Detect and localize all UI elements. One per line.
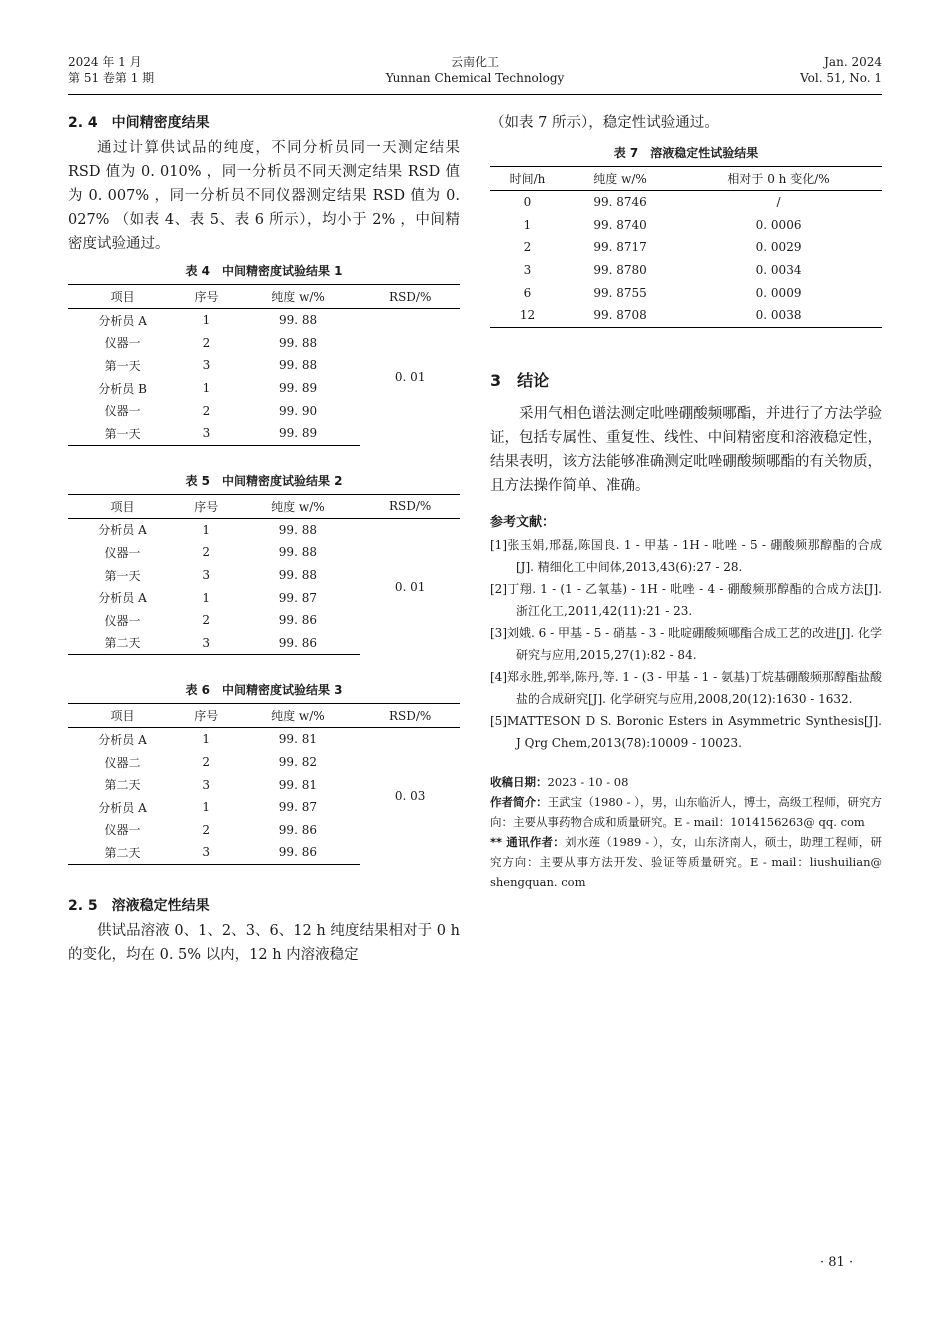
- section-2-4-paragraph: 通过计算供试品的纯度，不同分析员同一天测定结果 RSD 值为 0. 010% ，同一分析员不同天测定结果 RSD 值为 0. 007% ，同一分析员不同仪器测定结果 RSD 值为 0. 027% （如表 4、表 5、表 6 所示），均小于 2% ，中间精密度试验通过。: [68, 140, 460, 252]
- table-cell: 第二天: [68, 632, 177, 655]
- journal-title-cn: 云南化工: [450, 55, 499, 69]
- table-row: [68, 728, 460, 751]
- left-column: [68, 110, 460, 967]
- table-cell: 99. 81: [278, 777, 317, 792]
- table-cell: 分析员 A: [98, 732, 147, 747]
- author-label: 作者简介：: [490, 794, 548, 809]
- table-cell: 0. 0034: [755, 263, 802, 278]
- table-cell: 99. 89: [278, 381, 318, 396]
- col-header: 项目: [68, 494, 177, 518]
- reference-item: [3]刘娥. 6 - 甲基 - 5 - 硝基 - 3 - 吡啶硼酸频哪酯合成工艺的改进[J]. 化学研究与应用,2015,27(1):82 - 84.: [490, 625, 882, 662]
- table-cell: 99. 88: [278, 335, 318, 350]
- table-cell: 1: [523, 217, 532, 232]
- table-row: [490, 259, 882, 282]
- corr-label: ** 通讯作者：: [490, 834, 566, 849]
- col-header: 纯度 w/%: [236, 285, 361, 309]
- table-cell: 第二天: [68, 841, 177, 864]
- section-2-5-paragraph: 供试品溶液 0、1、2、3、6、12 h 纯度结果相对于 0 h 的变化，均在 0. 5% 以内，12 h 内溶液稳定: [68, 922, 460, 963]
- table-row: [490, 236, 882, 259]
- table-cell: 99. 88: [278, 545, 317, 560]
- table-cell: 99. 87: [278, 590, 317, 605]
- reference-item: [2]丁翔. 1 - (1 - 乙氧基) - 1H - 吡唑 - 4 - 硼酸频那醇酯的合成方法[J]. 浙江化工,2011,42(11):21 - 23.: [490, 581, 882, 618]
- table-cell: 仪器二: [104, 755, 141, 770]
- table-cell: 第一天: [104, 358, 141, 373]
- header-date-en: Jan. 2024: [824, 55, 882, 69]
- author-note: [490, 792, 882, 832]
- col-header: 序号: [177, 285, 235, 309]
- table-cell: 2: [202, 755, 211, 770]
- table-cell: 第一天: [68, 422, 177, 445]
- table-cell: 2: [202, 403, 211, 418]
- table-cell: 第一天: [104, 568, 141, 583]
- table-cell: 1: [202, 732, 211, 747]
- table-row: [490, 214, 882, 237]
- section-2-4-heading: 2. 4 中间精密度结果: [68, 115, 210, 131]
- table-cell: 仪器一: [104, 336, 141, 351]
- table-7: [490, 166, 882, 328]
- table-row: [490, 281, 882, 304]
- col-header: RSD/%: [360, 494, 460, 518]
- table-cell: 分析员 A: [98, 523, 147, 538]
- table-row: [68, 309, 460, 332]
- table-cell: 0. 0009: [755, 285, 802, 300]
- table-cell: 99. 86: [235, 632, 360, 655]
- table-cell: 99. 8780: [593, 263, 647, 278]
- col-header: 序号: [177, 494, 235, 518]
- author-value: 王武宝（1980 - ），男，山东临沂人，博士，高级工程师，研究方向：主要从事药物合成和质量研究。E - mail：1014156263@ qq. com: [490, 794, 882, 829]
- received-date-note: [490, 772, 882, 792]
- received-label: 收稿日期：: [490, 774, 548, 789]
- table-row: [68, 518, 460, 541]
- reference-item: [4]郑永胜,郭举,陈丹,等. 1 - (3 - 甲基 - 1 - 氨基)丁烷基硼酸频那醇酯盐酸盐的合成研究[J]. 化学研究与应用,2008,20(12):1630 - 1632.: [490, 669, 882, 706]
- table-5: [68, 494, 460, 656]
- reference-item: [5]MATTESON D S. Boronic Esters in Asymmetric Synthesis[J]. J Qrg Chem,2013(78):10009 - 10023.: [490, 713, 882, 750]
- page-header: [68, 54, 882, 95]
- table-cell: 99. 8755: [593, 285, 647, 300]
- col-header: 纯度 w/%: [565, 167, 675, 191]
- header-volume: 第 51 卷第 1 期: [68, 71, 155, 85]
- table-cell: 仪器一: [104, 404, 141, 419]
- rsd-cell: 0. 03: [394, 789, 426, 804]
- table-cell: 3: [202, 568, 211, 583]
- table-cell: 2: [202, 822, 211, 837]
- table-cell: 0. 0038: [675, 304, 882, 327]
- corresponding-author-note: [490, 832, 882, 892]
- references-list: [490, 534, 882, 754]
- table-cell: 3: [202, 777, 211, 792]
- table-row: [490, 304, 882, 327]
- table-cell: 分析员 A: [98, 313, 147, 328]
- header-volume-en: Vol. 51, No. 1: [800, 71, 882, 85]
- section-2-5-continuation: （如表 7 所示），稳定性试验通过。: [490, 115, 719, 131]
- table-cell: 仪器一: [104, 823, 141, 838]
- table-cell: 99. 8740: [593, 217, 647, 232]
- table-cell: 1: [202, 313, 211, 328]
- table-cell: 99. 81: [278, 732, 317, 747]
- table-cell: 1: [202, 381, 211, 396]
- table-cell: 0. 0029: [755, 240, 802, 255]
- table-7-caption: 表 7 溶液稳定性试验结果: [613, 146, 759, 160]
- table-cell: 3: [177, 841, 235, 864]
- table-cell: 分析员 B: [98, 381, 147, 396]
- rsd-cell: 0. 01: [394, 370, 426, 385]
- col-header: RSD/%: [360, 285, 460, 309]
- right-column: [490, 110, 882, 892]
- table-cell: 99. 88: [278, 313, 318, 328]
- col-header: 纯度 w/%: [235, 704, 360, 728]
- table-5-caption: 表 5 中间精密度试验结果 2: [185, 473, 343, 488]
- table-cell: 99. 88: [278, 568, 317, 583]
- table-4-caption: 表 4 中间精密度试验结果 1: [185, 264, 343, 278]
- table-cell: 99. 88: [278, 522, 317, 537]
- section-2-5-heading: 2. 5 溶液稳定性结果: [68, 897, 210, 914]
- table-cell: 仪器一: [104, 545, 141, 560]
- table-cell: 99. 88: [278, 358, 318, 373]
- section-3-paragraph: 采用气相色谱法测定吡唑硼酸频哪酯，并进行了方法学验证，包括专属性、重复性、线性、中间精密度和溶液稳定性，结果表明，该方法能够准确测定吡唑硼酸频哪酯的有关物质，且方法操作简单、准确。: [490, 405, 882, 494]
- table-cell: 99. 8708: [565, 304, 675, 327]
- table-cell: 2: [202, 613, 211, 628]
- table-cell: 2: [202, 545, 211, 560]
- table-6: [68, 703, 460, 865]
- table-cell: 99. 86: [235, 841, 360, 864]
- received-value: 2023 - 10 - 08: [547, 774, 629, 789]
- section-3-heading: 3 结论: [490, 370, 550, 390]
- table-cell: 3: [177, 632, 235, 655]
- journal-title-en: Yunnan Chemical Technology: [385, 71, 565, 85]
- table-cell: 1: [202, 800, 211, 815]
- table-cell: 99. 8746: [593, 195, 647, 210]
- table-cell: 第二天: [104, 778, 141, 793]
- table-cell: 2: [202, 335, 211, 350]
- table-4: [68, 284, 460, 446]
- col-header: 序号: [177, 704, 235, 728]
- table-cell: 99. 87: [278, 800, 317, 815]
- table-6-caption: 表 6 中间精密度试验结果 3: [185, 683, 343, 698]
- table-cell: 12: [490, 304, 565, 327]
- table-cell: 3: [177, 422, 235, 445]
- rsd-cell: 0. 01: [394, 579, 426, 594]
- article-notes: [490, 772, 882, 892]
- table-cell: 6: [523, 285, 532, 300]
- table-cell: 2: [523, 240, 532, 255]
- table-cell: 99. 86: [278, 822, 317, 837]
- col-header: 项目: [68, 704, 177, 728]
- header-date: 2024 年 1 月: [68, 55, 142, 69]
- corr-value: 刘水莲（1989 - ），女，山东济南人，硕士，助理工程师，研究方向：主要从事方法开发、验证等质量研究。E - mail：liushuilian@ shengquan. com: [490, 834, 882, 889]
- table-cell: 1: [202, 590, 211, 605]
- header-right: [800, 54, 882, 86]
- table-cell: 99. 90: [278, 403, 318, 418]
- table-cell: 分析员 A: [98, 800, 147, 815]
- table-cell: 1: [202, 522, 211, 537]
- col-header: 项目: [68, 285, 177, 309]
- table-cell: 3: [202, 358, 211, 373]
- page-number: · 81 ·: [820, 1255, 854, 1270]
- table-cell: 0. 0006: [755, 217, 802, 232]
- table-cell: 3: [523, 263, 532, 278]
- col-header: RSD/%: [360, 704, 460, 728]
- table-cell: /: [776, 195, 781, 210]
- col-header: 时间/h: [490, 167, 565, 191]
- references-heading: 参考文献：: [490, 514, 556, 530]
- table-cell: 99. 86: [278, 613, 317, 628]
- table-cell: 分析员 A: [98, 591, 147, 606]
- table-row: [490, 191, 882, 214]
- table-cell: 99. 82: [278, 755, 317, 770]
- reference-item: [1]张玉娟,邢磊,陈国良. 1 - 甲基 - 1H - 吡唑 - 5 - 硼酸频那醇酯的合成[J]. 精细化工中间体,2013,43(6):27 - 28.: [490, 537, 882, 574]
- header-center: [68, 54, 882, 86]
- table-cell: 仪器一: [104, 613, 141, 628]
- table-cell: 0: [523, 195, 532, 210]
- table-cell: 99. 89: [236, 422, 361, 445]
- table-cell: 99. 8717: [593, 240, 647, 255]
- col-header: 相对于 0 h 变化/%: [675, 167, 882, 191]
- col-header: 纯度 w/%: [235, 494, 360, 518]
